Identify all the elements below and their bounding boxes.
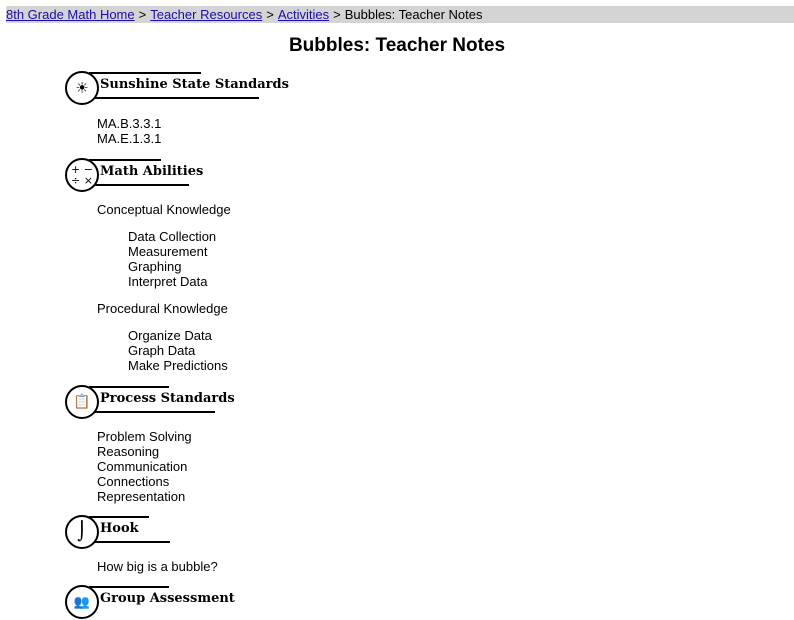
section-label-sunshine: Sunshine State Standards: [100, 77, 289, 92]
breadcrumb: [6, 6, 794, 23]
list-item: Organize Data: [128, 328, 212, 343]
math-operators-icon: + − ÷ ×: [65, 158, 99, 192]
header-rule: [89, 72, 201, 74]
section-label-hook: Hook: [100, 521, 139, 536]
procedural-knowledge-label: Procedural Knowledge: [97, 301, 228, 316]
breadcrumb-separator: >: [266, 7, 274, 22]
page-title: Bubbles: Teacher Notes: [288, 35, 506, 56]
conceptual-knowledge-list: [128, 229, 216, 289]
list-item: Problem Solving: [97, 429, 192, 444]
hook-icon: ⌡: [65, 515, 99, 549]
list-item: Reasoning: [97, 444, 160, 459]
header-rule: [95, 541, 170, 543]
breadcrumb-current: Bubbles: Teacher Notes: [344, 7, 483, 22]
hook-question: How big is a bubble?: [97, 559, 218, 574]
list-item: Communication: [97, 459, 188, 474]
list-item: Data Collection: [128, 229, 217, 244]
section-label-group: Group Assessment: [100, 591, 235, 606]
list-item: Graphing: [128, 259, 182, 274]
list-item: Measurement: [128, 244, 208, 259]
sun-icon: ☀: [65, 71, 99, 105]
header-rule: [89, 586, 169, 588]
header-rule: [95, 411, 215, 413]
header-rule: [89, 516, 149, 518]
header-rule: [89, 386, 169, 388]
conceptual-knowledge-label: Conceptual Knowledge: [97, 202, 231, 217]
breadcrumb-home-link[interactable]: 8th Grade Math Home: [6, 7, 135, 22]
section-label-process: Process Standards: [100, 391, 235, 406]
header-rule: [89, 159, 161, 161]
header-rule: [95, 184, 189, 186]
sunshine-standards-list: [97, 116, 161, 146]
breadcrumb-separator: >: [333, 7, 341, 22]
list-item: Make Predictions: [128, 358, 228, 373]
list-item: MA.B.3.3.1: [97, 116, 162, 131]
breadcrumb-activities-link[interactable]: Activities: [277, 7, 330, 22]
procedural-knowledge-list: [128, 328, 228, 373]
list-item: MA.E.1.3.1: [97, 131, 162, 146]
group-icon: 👥: [65, 585, 99, 619]
clipboard-icon: 📋: [65, 385, 99, 419]
process-standards-list: [97, 429, 192, 504]
list-item: Interpret Data: [128, 274, 208, 289]
list-item: Graph Data: [128, 343, 196, 358]
breadcrumb-separator: >: [138, 7, 147, 22]
section-label-math-abilities: Math Abilities: [100, 164, 204, 179]
list-item: Connections: [97, 474, 170, 489]
breadcrumb-resources-link[interactable]: Teacher Resources: [150, 7, 263, 22]
list-item: Representation: [97, 489, 186, 504]
header-rule: [95, 97, 259, 99]
